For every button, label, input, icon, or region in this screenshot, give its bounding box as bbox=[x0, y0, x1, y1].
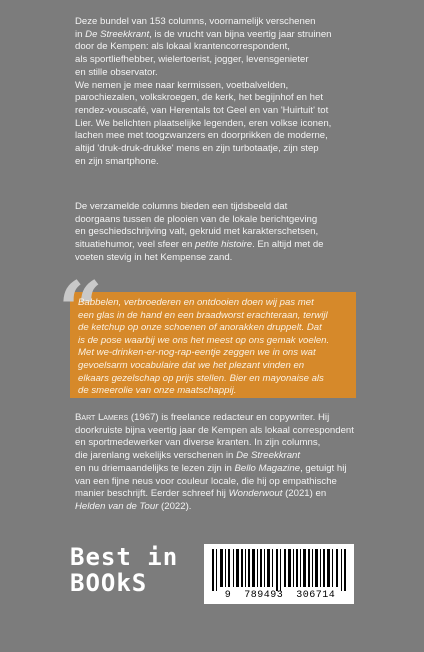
quote-mark: “ bbox=[58, 265, 103, 356]
summary-paragraph bbox=[75, 201, 375, 265]
bio-title: Wonderwout bbox=[228, 488, 283, 500]
bio-text-part: en nu driemaandelijks te lezen zijn in bbox=[75, 462, 232, 474]
author-bio bbox=[75, 412, 375, 514]
bio-title: De Streekkrant bbox=[236, 450, 301, 462]
summary-emphasis: petite histoire bbox=[195, 239, 253, 251]
bio-title: Bello Magazine bbox=[234, 462, 301, 474]
bio-paragraph bbox=[75, 412, 375, 514]
barcode-bars bbox=[212, 549, 346, 591]
isbn-number: 9 789493 306714 bbox=[224, 590, 336, 601]
intro-paragraph-2: We nemen je mee naar kermissen, voetbalvelden, parochiezalen, volkskroegen, de kerk, het begijnhof en het rendez-vouscafé, van Herentals tot Geel en van 'Huirtuit' tot Lier. We belichten plaatselijke legenden, eren volkse iconen, lachen mee met toogzwanzers en doorprikken de moderne, altijd 'druk-druk-drukke' mens en zijn turbotaatje, zijn step en zijn smartphone. bbox=[75, 79, 332, 167]
intro-paragraph-1 bbox=[75, 16, 375, 80]
intro-text-part: , is de vrucht van bijna veertig jaar struinen door de Kempen: als lokaal krantencorrespondent, als sportliefhebber, wielertoerist, jogger, levensgenieter en stille observator. bbox=[75, 28, 332, 78]
author-name: Bart Lamers bbox=[75, 412, 129, 423]
publisher-logo bbox=[70, 544, 180, 596]
bio-text-part: (1967) is freelance redacteur en copywriter. Hij doorkruiste bijna veertig jaar de Kempen als lokaal correspondent en sportmedewerker van diverse kranten. In zijn columns, die jarenlang wekelijks verschenen in bbox=[75, 412, 354, 462]
bio-text-part: , getuigt hij van een fijne neus voor couleur locale, die hij op empathische manier beschrijft. Eerder schreef hij bbox=[75, 462, 347, 500]
summary-text-part: De verzamelde columns bieden een tijdsbeeld dat doorgaans tussen de plooien van de lokale berichtgeving en geschiedschrijving valt, gekruid met karakterschetsen, situatiehumor, veel sfeer en bbox=[75, 201, 319, 251]
summary-text-part: . En altijd met de voeten stevig in het Kempense zand. bbox=[75, 239, 324, 263]
bio-text-part: (2022). bbox=[158, 500, 192, 512]
bio-title: Helden van de Tour bbox=[75, 500, 159, 512]
logo-line-2: BOOkS bbox=[70, 569, 148, 597]
intro-text bbox=[75, 16, 375, 168]
summary-text bbox=[75, 201, 375, 265]
intro-newspaper-name: De Streekkrant bbox=[85, 28, 150, 40]
isbn-barcode bbox=[204, 544, 354, 604]
bio-text-part: (2021) en bbox=[285, 488, 327, 500]
intro-text-part: Deze bundel van 153 columns, voornamelijk verschenen in bbox=[75, 16, 316, 40]
logo-line-1: Best in bbox=[70, 543, 179, 571]
quote-text: Babbelen, verbroederen en ontdooien doen wij pas met een glas in de hand en een braadworst erachteraan, terwijl de ketchup op onze schoenen of anorakken druppelt. Dat is de pose waarbij we ons het meest op ons gemak voelen. Met we-drinken-er-nog-rap-eentje zeggen we in ons wat gevoelsarm vocabulaire dat we het plezant vinden en elkaars gezelschap op prijs stellen. Bier en mayonaise als de smeerolie van onze maatschappij. bbox=[78, 297, 330, 397]
